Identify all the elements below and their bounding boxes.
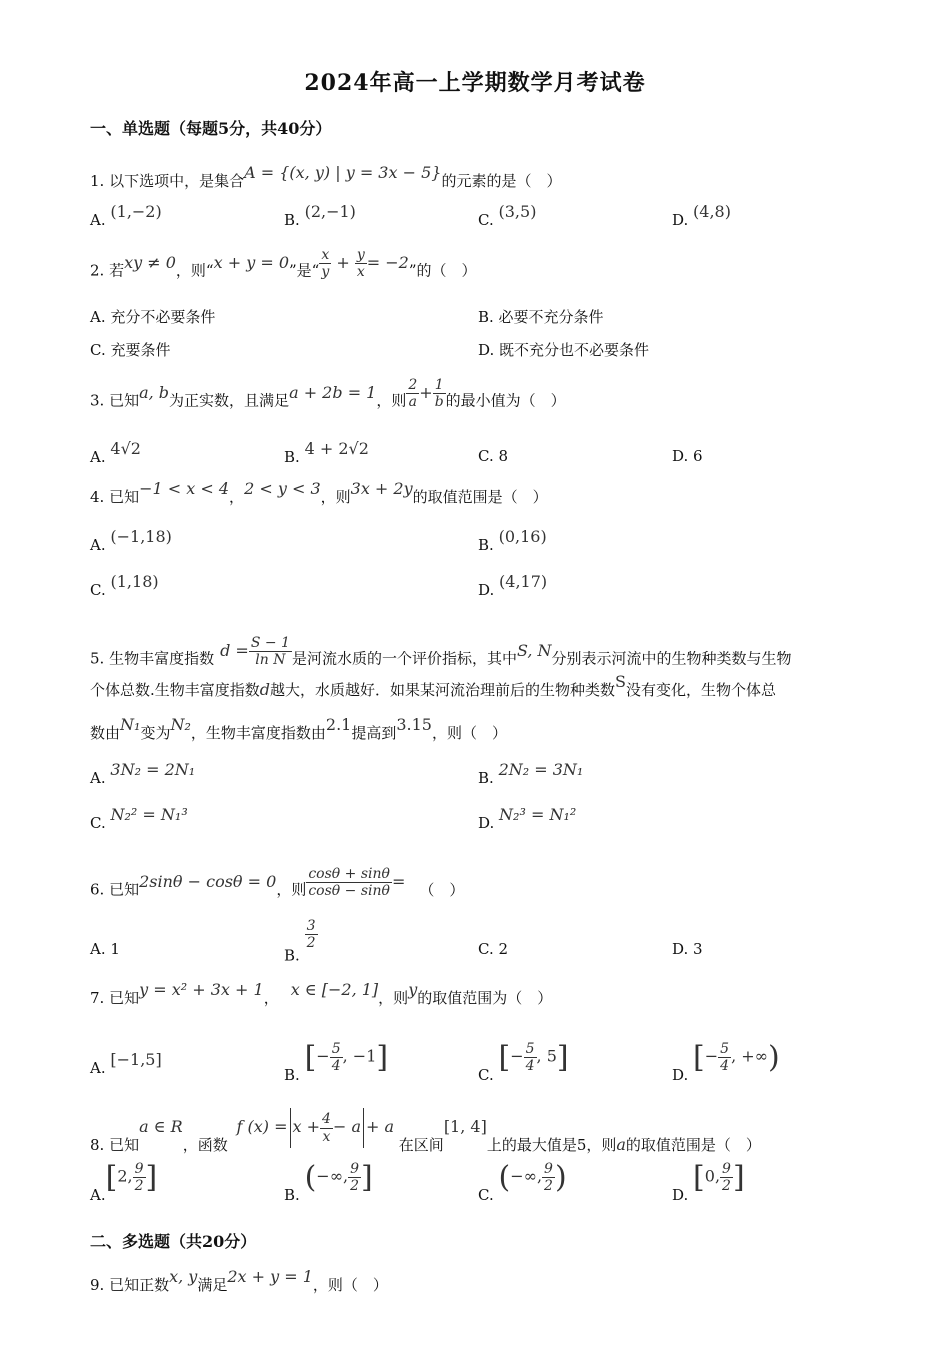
q6-option-a[interactable]: A. 1	[90, 940, 120, 958]
q2-option-b[interactable]: B. 必要不充分条件	[478, 308, 604, 326]
q8-option-b[interactable]: B. (−∞, $\frac{9}{2}$ ]	[284, 1160, 373, 1204]
question-8: 8. 已知a ∈ R，函数 f (x) = x + $\frac{4}{x}$ − a + a 在区间[1, 4]上的最大值是5，则a的取值范围是（ ）	[90, 1108, 761, 1148]
q6-option-c[interactable]: C. 2	[478, 940, 509, 958]
q3-fraction-1b: $\frac{1}{b}$	[434, 377, 444, 411]
page-title: 2024年高一上学期数学月考试卷	[304, 70, 646, 96]
question-7: 7. 已知y = x² + 3x + 1， x ∈ [−2, 1]，则y的取值范围为（ ）	[90, 980, 553, 1007]
q1-set-formula: A = {(x, y) | y = 3x − 5}	[244, 163, 442, 182]
question-9: 9. 已知正数x, y满足2x + y = 1，则（ ）	[90, 1267, 388, 1294]
q4-option-b[interactable]: B. (0,16)	[478, 527, 547, 554]
q3-option-c[interactable]: C. 8	[478, 447, 509, 465]
q1-option-d[interactable]: D. (4,8)	[672, 202, 731, 229]
q5-option-d[interactable]: D. N₂³ = N₁²	[478, 805, 577, 832]
q1-text: 1. 以下选项中，是集合	[90, 172, 245, 190]
q1-text-end: 的元素的是（ ）	[441, 172, 562, 190]
q4-option-d[interactable]: D. (4,17)	[478, 572, 548, 599]
q4-option-c[interactable]: C. (1,18)	[90, 572, 159, 599]
q1-option-b[interactable]: B. (2,−1)	[284, 202, 356, 229]
q5-option-a[interactable]: A. 3N₂ = 2N₁	[90, 760, 196, 787]
section-single-choice: 一、单选题（每题5分，共40分）	[90, 119, 332, 138]
question-4: 4. 已知−1 < x < 4，2 < y < 3，则3x + 2y的取值范围是（ ）	[90, 479, 548, 506]
q2-fraction-2: $\frac{y}{x}$	[356, 247, 365, 281]
q3-option-d[interactable]: D. 6	[672, 447, 703, 465]
q5-fraction: $\frac{S - 1}{\text{ln N}}$	[250, 635, 290, 669]
question-5-line-2: 个体总数.生物丰富度指数d越大，水质越好．如果某河流治理前后的生物种类数S没有变化，生物个体总	[90, 672, 777, 699]
q2-option-a[interactable]: A. 充分不必要条件	[90, 308, 216, 326]
q3-option-b[interactable]: B. 4 + 2√2	[284, 439, 369, 466]
q8-option-a[interactable]: A.[2, $\frac{9}{2}$ ]	[90, 1160, 158, 1204]
q2-option-c[interactable]: C. 充要条件	[90, 341, 171, 359]
q2-fraction: $\frac{x}{y}$	[321, 247, 330, 281]
q6-fraction: $\frac{\cos\theta + \sin\theta}{\cos\theta - \sin\theta}$	[308, 866, 390, 900]
q8-option-c[interactable]: C. (−∞, $\frac{9}{2}$ )	[478, 1160, 567, 1204]
question-5-line-3: 数由N₁变为N₂，生物丰富度指数由2.1提高到3.15，则（ ）	[90, 715, 507, 742]
q5-option-c[interactable]: C. N₂² = N₁³	[90, 805, 188, 832]
q6-option-b[interactable]: B. $\frac{3}{2}$	[284, 918, 316, 965]
q3-option-a[interactable]: A. 4√2	[90, 439, 141, 466]
question-1	[90, 163, 562, 191]
q5-option-b[interactable]: B. 2N₂ = 3N₁	[478, 760, 584, 787]
q6-option-d[interactable]: D. 3	[672, 940, 703, 958]
q1-option-c[interactable]: C. (3,5)	[478, 202, 537, 229]
q7-option-b[interactable]: B. [− $\frac{5}{4}$ , −1]	[284, 1040, 389, 1084]
question-5: 5. 生物丰富度指数 d = $\frac{S - 1}{\text{ln N}}$ 是河流水质的一个评价指标，其中S, N分别表示河流中的生物种类数与生物	[90, 635, 792, 669]
question-2: 2. 若xy ≠ 0，则“x + y = 0”是“ $\frac{x}{y}$ + $\frac{y}{x}$ = −2”的（ ）	[90, 247, 477, 281]
q4-option-a[interactable]: A. (−1,18)	[90, 527, 172, 554]
q7-option-a[interactable]: A. [−1,5]	[90, 1050, 162, 1077]
q2-option-d[interactable]: D. 既不充分也不必要条件	[478, 341, 650, 359]
q3-fraction-2a: $\frac{2}{a}$	[408, 377, 418, 411]
q2-condition: xy ≠ 0	[124, 252, 176, 272]
section-multiple-choice: 二、多选题（共20分）	[90, 1232, 257, 1251]
q1-option-a[interactable]: A. (1,−2)	[90, 202, 162, 229]
q7-option-c[interactable]: C. [− $\frac{5}{4}$ , 5]	[478, 1040, 569, 1084]
q7-option-d[interactable]: D. [− $\frac{5}{4}$ , +∞)	[672, 1040, 780, 1084]
q8-option-d[interactable]: D. [0, $\frac{9}{2}$ ]	[672, 1160, 745, 1204]
q2-formula-1: x + y = 0	[213, 252, 289, 272]
question-3: 3. 已知a, b为正实数，且满足a + 2b = 1，则 $\frac{2}{a}$ + $\frac{1}{b}$ 的最小值为（ ）	[90, 377, 566, 411]
question-6: 6. 已知2sinθ − cosθ = 0，则 $\frac{\cos\theta + \sin\theta}{\cos\theta - \sin\theta}$ = （ ）	[90, 866, 465, 900]
